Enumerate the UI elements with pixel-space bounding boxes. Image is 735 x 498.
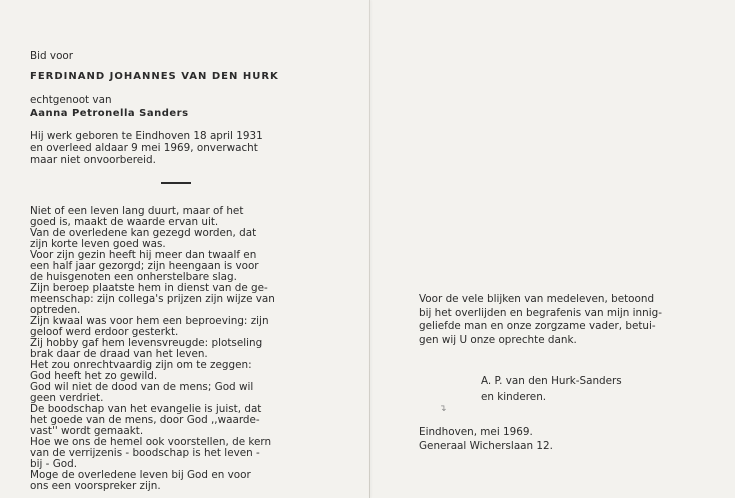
text-line: De boodschap van het evangelie is juist, dat bbox=[30, 403, 262, 415]
biography bbox=[30, 130, 263, 166]
place-date bbox=[419, 425, 553, 453]
signature bbox=[481, 373, 622, 405]
text-line: brak daar de draad van het leven. bbox=[30, 348, 208, 360]
signature-line: A. P. van den Hurk-Sanders bbox=[481, 375, 622, 387]
text-line: vast'' wordt gemaakt. bbox=[30, 425, 144, 437]
deceased-name: FERDINAND JOHANNES VAN DEN HURK bbox=[30, 71, 279, 82]
text-line: Hoe we ons de hemel ook voorstellen, de kern bbox=[30, 436, 272, 448]
text-line: Voor zijn gezin heeft hij meer dan twaalf en bbox=[30, 249, 257, 261]
text-line: goed is, maakt de waarde ervan uit. bbox=[30, 216, 219, 228]
text-line: Zij hobby gaf hem levensvreugde: plotseling bbox=[30, 337, 263, 349]
text-line: Zijn beroep plaatste hem in dienst van de ge- bbox=[30, 282, 268, 294]
text-line: zijn korte leven goed was. bbox=[30, 238, 166, 250]
text-line: optreden. bbox=[30, 304, 81, 316]
text-line: de huisgenoten een onherstelbare slag. bbox=[30, 271, 237, 283]
bio-line: Hij werk geboren te Eindhoven 18 april 1931 bbox=[30, 130, 263, 142]
ink-mark: ↴ bbox=[439, 404, 447, 414]
spouse-name: Aanna Petronella Sanders bbox=[30, 108, 189, 119]
divider-line bbox=[161, 182, 191, 184]
text-line: Zijn kwaal was voor hem een beproeving: zijn bbox=[30, 315, 269, 327]
text-line: geen verdriet. bbox=[30, 392, 104, 404]
text-line: Van de overledene kan gezegd worden, dat bbox=[30, 227, 257, 239]
right-page bbox=[370, 0, 735, 498]
place-line: Generaal Wicherslaan 12. bbox=[419, 440, 553, 452]
text-line: geloof werd erdoor gesterkt. bbox=[30, 326, 179, 338]
text-line: Niet of een leven lang duurt, maar of het bbox=[30, 205, 244, 217]
place-line: Eindhoven, mei 1969. bbox=[419, 426, 533, 438]
text-line: God heeft het zo gewild. bbox=[30, 370, 158, 382]
text-line: bij - God. bbox=[30, 458, 78, 470]
text-line: Het zou onrechtvaardig zijn om te zeggen: bbox=[30, 359, 252, 371]
spouse-label: echtgenoot van bbox=[30, 94, 112, 106]
prayer-heading: Bid voor bbox=[30, 50, 74, 62]
text-line: het goede van de mens, door God ,,waarde- bbox=[30, 414, 260, 426]
signature-line: en kinderen. bbox=[481, 391, 547, 403]
thanks-line: geliefde man en onze zorgzame vader, betui- bbox=[419, 320, 656, 332]
thanks-line: Voor de vele blijken van medeleven, betoond bbox=[419, 293, 655, 305]
text-line: God wil niet de dood van de mens; God wil bbox=[30, 381, 254, 393]
memorial-text bbox=[30, 206, 275, 492]
text-line: meenschap: zijn collega's prijzen zijn wijze van bbox=[30, 293, 275, 305]
thanks-message bbox=[419, 293, 662, 347]
text-line: ons een voorspreker zijn. bbox=[30, 480, 161, 492]
thanks-line: gen wij U onze oprechte dank. bbox=[419, 333, 577, 346]
text-line: Moge de overledene leven bij God en voor bbox=[30, 469, 251, 481]
text-line: van de verrijzenis - boodschap is het leven - bbox=[30, 447, 260, 459]
bio-line: maar niet onvoorbereid. bbox=[30, 154, 156, 166]
text-line: een half jaar gezorgd; zijn heengaan is voor bbox=[30, 260, 259, 272]
bio-line: en overleed aldaar 9 mei 1969, onverwacht bbox=[30, 142, 258, 154]
thanks-line: bij het overlijden en begrafenis van mijn innig- bbox=[419, 306, 662, 319]
